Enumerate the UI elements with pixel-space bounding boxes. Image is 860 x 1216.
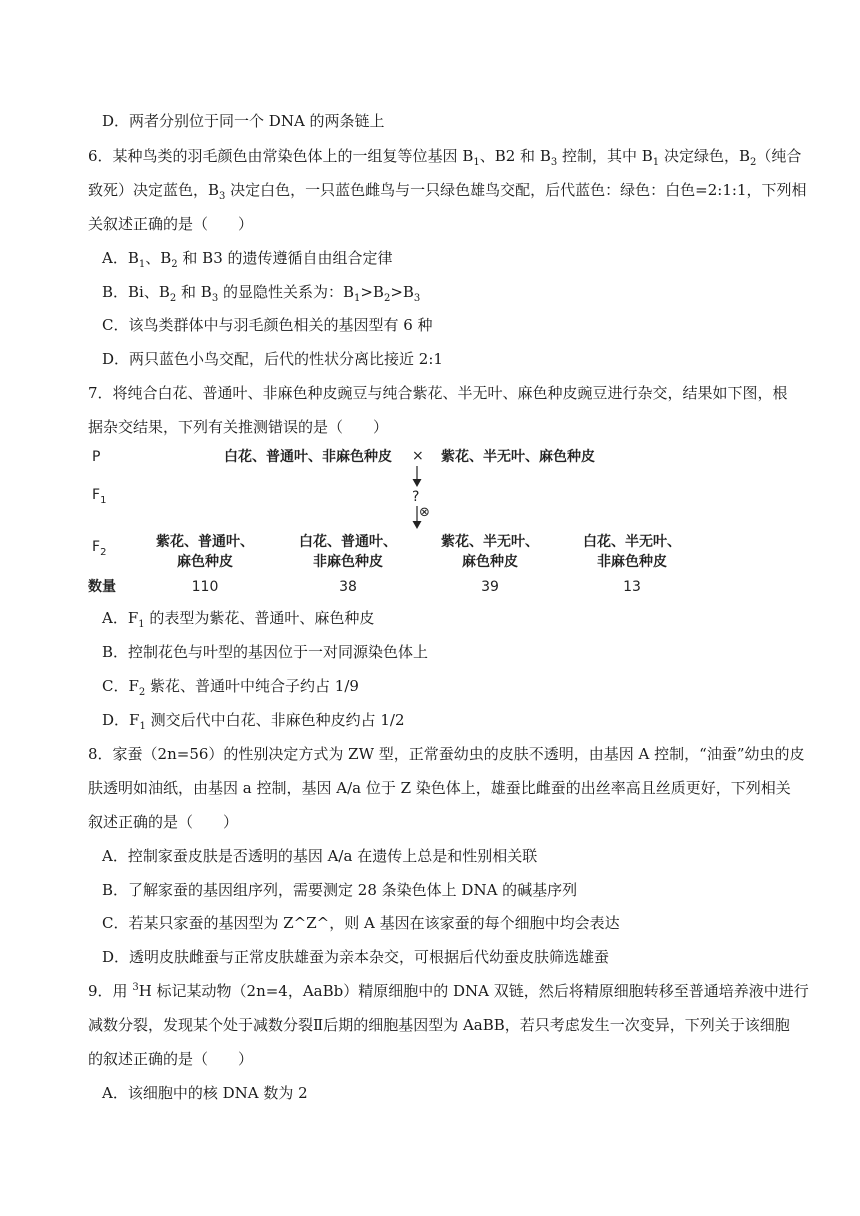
q8-option-b: B．了解家蚕的基因组序列，需要测定 28 条染色体上 DNA 的碱基序列 xyxy=(102,881,578,899)
parent-left-phenotype: 白花、普通叶、非麻色种皮 xyxy=(224,449,392,465)
q6-option-b: B．Bi、$B_2$ 和 $B_3$ 的显隐性关系为：$B_1>B_2>B_3$ xyxy=(102,283,421,304)
q8-option-d: D．透明皮肤雌蚕与正常皮肤雄蚕为亲本杂交，可根据后代幼蚕皮肤筛选雄蚕 xyxy=(102,948,610,966)
q8-option-c: C．若某只家蚕的基因型为 Z^Z^，则 A 基因在该家蚕的每个细胞中均会表达 xyxy=(102,914,620,932)
q9-stem-line-2: 减数分裂，发现某个处于减数分裂Ⅱ后期的细胞基因型为 AaBB，若只考虑发生一次变异，下列关于该细胞 xyxy=(88,1016,790,1034)
q7-option-a: A．$F_1$ 的表型为紫花、普通叶、麻色种皮 xyxy=(102,609,375,630)
f2-count-2: 38 xyxy=(339,579,357,595)
parent-right-phenotype: 紫花、半无叶、麻色种皮 xyxy=(441,449,595,465)
f1-unknown-phenotype: ? xyxy=(412,489,420,505)
q9-stem-line-1: 9．用 $^3$H 标记某动物（2n=4，AaBb）精原细胞中的 DNA 双链，然后将精原细胞转移至普通培养液中进行 xyxy=(88,982,809,1000)
generation-label-p: P xyxy=(92,449,101,465)
f2-phenotype-4: 白花、半无叶、 非麻色种皮 xyxy=(583,534,681,570)
q6-option-c: C．该鸟类群体中与羽毛颜色相关的基因型有 6 种 xyxy=(102,316,433,334)
q7-option-d: D．$F_1$ 测交后代中白花、非麻色种皮约占 1/2 xyxy=(102,711,405,732)
count-row-label: 数量 xyxy=(88,579,116,595)
f2-phenotype-1: 紫花、普通叶、 麻色种皮 xyxy=(156,534,254,570)
f2-phenotype-2: 白花、普通叶、 非麻色种皮 xyxy=(299,534,397,570)
q7-stem-line-1: 7．将纯合白花、普通叶、非麻色种皮豌豆与纯合紫花、半无叶、麻色种皮豌豆进行杂交，结果如下图，根 xyxy=(88,384,788,402)
f2-count-1: 110 xyxy=(191,579,219,595)
q9-stem-line-3: 的叙述正确的是（ ） xyxy=(88,1050,254,1068)
q8-option-a: A．控制家蚕皮肤是否透明的基因 A/a 在遗传上总是和性别相关联 xyxy=(102,847,538,865)
generation-label-f2: $F_2$ xyxy=(92,539,107,558)
q6-stem-line-1: 6．某种鸟类的羽毛颜色由常染色体上的一组复等位基因 $B_1$、B2 和 $B_3$ 控制，其中 $B_1$ 决定绿色，$B_2$（纯合 xyxy=(88,147,802,168)
q8-stem-line-3: 叙述正确的是（ ） xyxy=(88,813,239,831)
q8-stem-line-1: 8．家蚕（2n=56）的性别决定方式为 ZW 型，正常蚕幼虫的皮肤不透明，由基因 A 控制，“油蚕”幼虫的皮 xyxy=(88,745,805,763)
q9-option-a: A．该细胞中的核 DNA 数为 2 xyxy=(102,1084,308,1102)
f2-count-4: 13 xyxy=(623,579,641,595)
generation-label-f1: $F_1$ xyxy=(92,487,107,506)
q8-stem-line-2: 肤透明如油纸，由基因 a 控制，基因 A/a 位于 Z 染色体上，雄蚕比雌蚕的出丝率高且丝质更好，下列相关 xyxy=(88,779,791,797)
q5-option-d: D．两者分别位于同一个 DNA 的两条链上 xyxy=(102,112,385,130)
q7-stem-line-2: 据杂交结果，下列有关推测错误的是（ ） xyxy=(88,418,389,436)
q6-option-d: D．两只蓝色小鸟交配，后代的性状分离比接近 2:1 xyxy=(102,350,443,368)
q7-option-b: B．控制花色与叶型的基因位于一对同源染色体上 xyxy=(102,643,429,661)
f2-phenotype-3: 紫花、半无叶、 麻色种皮 xyxy=(441,534,539,570)
q6-option-a: A．$B_1$、$B_2$ 和 B3 的遗传遵循自由组合定律 xyxy=(102,249,393,270)
q6-stem-line-2: 致死）决定蓝色，$B_3$ 决定白色，一只蓝色雌鸟与一只绿色雄鸟交配，后代蓝色：绿色：白色=2:1:1，下列相 xyxy=(88,181,807,202)
f2-count-3: 39 xyxy=(481,579,499,595)
arrow-down-icon xyxy=(409,466,425,488)
q6-stem-line-3: 关叙述正确的是（ ） xyxy=(88,215,254,233)
selfing-symbol: ⊗ xyxy=(419,505,430,520)
cross-symbol: × xyxy=(412,448,424,464)
q7-option-c: C．$F_2$ 紫花、普通叶中纯合子约占 1/9 xyxy=(102,677,359,698)
